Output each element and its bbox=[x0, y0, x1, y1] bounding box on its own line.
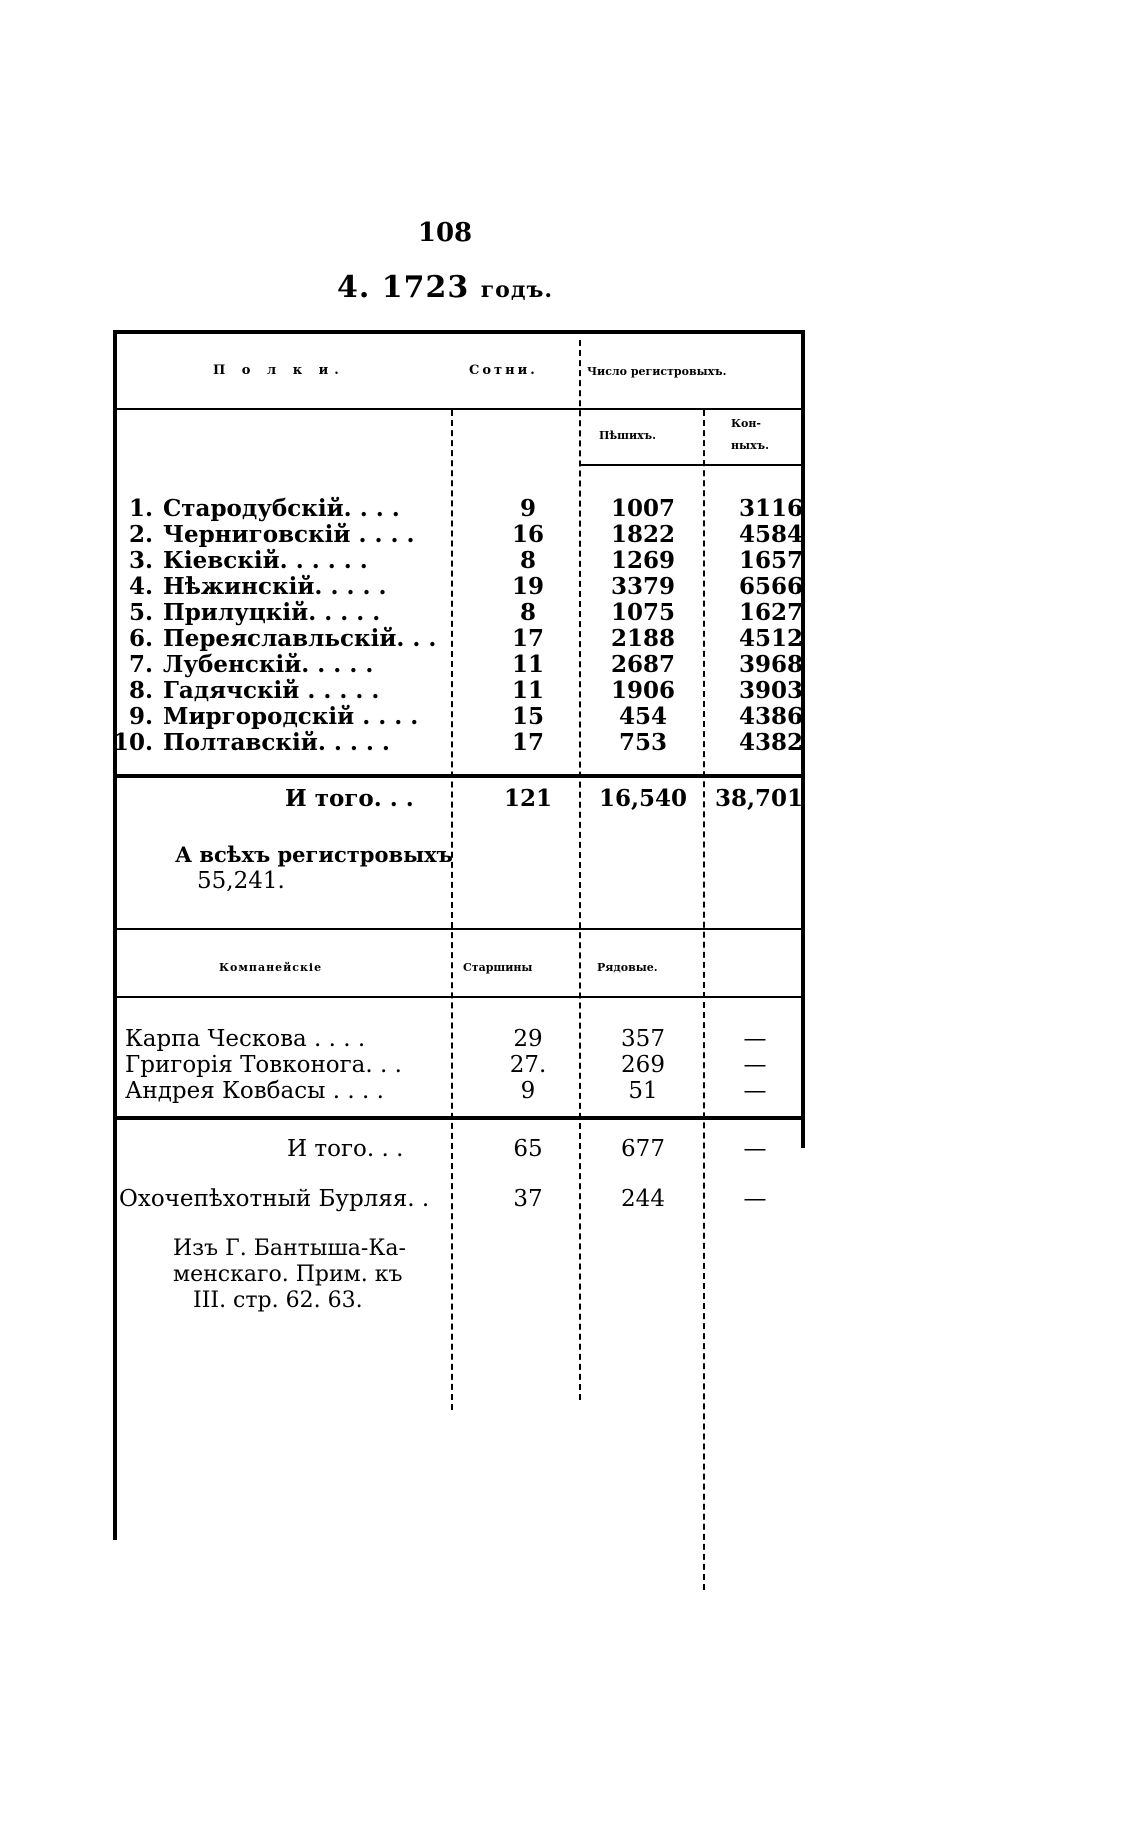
okhochei-elders: 37 bbox=[513, 1186, 543, 1212]
total-horse: 38,701 bbox=[714, 785, 803, 812]
companies-total-rule bbox=[113, 1116, 805, 1120]
row-number: 5. bbox=[128, 599, 153, 626]
total-row bbox=[113, 786, 805, 812]
table-row bbox=[113, 600, 805, 626]
table-row bbox=[113, 496, 805, 522]
foot-value: 1906 bbox=[610, 677, 675, 704]
companies-total-label: И того. . . bbox=[287, 1136, 404, 1162]
sotni-value: 17 bbox=[511, 729, 544, 756]
header-sotni: Сотни. bbox=[469, 363, 538, 378]
foot-value: 3379 bbox=[610, 573, 675, 600]
table-row bbox=[113, 574, 805, 600]
row-number: 10. bbox=[113, 729, 154, 756]
horse-value: — bbox=[743, 1078, 767, 1104]
section-rule bbox=[113, 928, 805, 930]
sotni-value: 11 bbox=[511, 677, 544, 704]
total-sotni: 121 bbox=[503, 785, 552, 812]
sotni-value: 19 bbox=[511, 573, 544, 600]
foot-value: 1075 bbox=[610, 599, 675, 626]
row-number: 1. bbox=[128, 495, 153, 522]
row-number: 9. bbox=[128, 703, 153, 730]
rank-value: 269 bbox=[621, 1052, 665, 1078]
regiment-name: Нѣжинскій. . . . . bbox=[163, 573, 387, 600]
top-border bbox=[113, 330, 805, 334]
source-note-line-1: Изъ Г. Бантыша-Ка- bbox=[173, 1236, 406, 1261]
header-horse-1: Кон- bbox=[731, 417, 761, 430]
source-note-line-2: менскаго. Прим. къ bbox=[173, 1262, 403, 1287]
company-name: Григорія Товконога. . . bbox=[125, 1052, 402, 1078]
row-number: 8. bbox=[128, 677, 153, 704]
company-name: Андрея Ковбасы . . . . bbox=[125, 1078, 384, 1104]
heading-year: 1723 bbox=[381, 270, 470, 305]
foot-value: 1007 bbox=[610, 495, 675, 522]
sotni-value: 16 bbox=[511, 521, 544, 548]
horse-value: 3968 bbox=[738, 651, 803, 678]
company-row bbox=[113, 1026, 805, 1052]
row-number: 2. bbox=[128, 521, 153, 548]
page-heading bbox=[0, 270, 890, 305]
horse-value: 1657 bbox=[738, 547, 803, 574]
horse-value: 1627 bbox=[738, 599, 803, 626]
total-foot: 16,540 bbox=[598, 785, 688, 812]
elders-value: 9 bbox=[520, 1078, 536, 1104]
horse-value: 4386 bbox=[738, 703, 803, 730]
companies-total-rank: 677 bbox=[621, 1136, 665, 1162]
company-name: Карпа Ческова . . . . bbox=[125, 1026, 366, 1052]
header-companies: Компанейскіе bbox=[219, 961, 323, 974]
sotni-value: 17 bbox=[511, 625, 544, 652]
companies-header-rule bbox=[113, 996, 805, 998]
table-row bbox=[113, 548, 805, 574]
company-row bbox=[113, 1078, 805, 1104]
table-row bbox=[113, 652, 805, 678]
regiment-name: Черниговскій . . . . bbox=[163, 521, 415, 548]
header-rank: Рядовые. bbox=[597, 961, 658, 974]
page-number: 108 bbox=[417, 218, 473, 248]
foot-value: 753 bbox=[618, 729, 667, 756]
okhochei-horse: — bbox=[743, 1186, 767, 1212]
row-number: 4. bbox=[128, 573, 153, 600]
companies-total-horse: — bbox=[743, 1136, 767, 1162]
all-registered-label: А всѣхъ регистровыхъ bbox=[175, 842, 453, 867]
horse-value: — bbox=[743, 1052, 767, 1078]
sotni-value: 8 bbox=[519, 547, 536, 574]
horse-value: — bbox=[743, 1026, 767, 1052]
register-table bbox=[113, 330, 805, 1540]
regiment-name: Стародубскій. . . . bbox=[163, 495, 400, 522]
heading-number: 4. bbox=[336, 270, 371, 305]
source-note-line-3: III. стр. 62. 63. bbox=[193, 1288, 363, 1313]
header-rule bbox=[113, 408, 805, 410]
row-number: 6. bbox=[128, 625, 153, 652]
sotni-value: 8 bbox=[519, 599, 536, 626]
regiment-name: Полтавскій. . . . . bbox=[163, 729, 390, 756]
sotni-value: 9 bbox=[519, 495, 536, 522]
header-registered: Число регистровыхъ. bbox=[587, 365, 727, 378]
elders-value: 27. bbox=[509, 1052, 547, 1078]
horse-value: 3116 bbox=[738, 495, 803, 522]
table-row bbox=[113, 730, 805, 756]
horse-value: 3903 bbox=[738, 677, 803, 704]
row-number: 3. bbox=[128, 547, 153, 574]
table-row bbox=[113, 704, 805, 730]
okhochei-row bbox=[113, 1186, 805, 1212]
foot-value: 1822 bbox=[610, 521, 675, 548]
companies-total-row bbox=[113, 1136, 805, 1162]
header-horse-2: ныхъ. bbox=[731, 439, 769, 452]
foot-value: 2687 bbox=[610, 651, 675, 678]
header-foot: Пѣшихъ. bbox=[599, 429, 656, 442]
total-rule bbox=[113, 774, 805, 778]
elders-value: 29 bbox=[513, 1026, 543, 1052]
row-number: 7. bbox=[128, 651, 153, 678]
horse-value: 4382 bbox=[738, 729, 803, 756]
table-row bbox=[113, 522, 805, 548]
rank-value: 357 bbox=[621, 1026, 665, 1052]
foot-value: 2188 bbox=[610, 625, 675, 652]
regiment-name: Лубенскій. . . . . bbox=[163, 651, 374, 678]
okhochei-name: Охочепѣхотный Бурляя. . bbox=[119, 1186, 430, 1212]
regiment-name: Прилуцкій. . . . . bbox=[163, 599, 381, 626]
table-row bbox=[113, 626, 805, 652]
regiment-name: Миргородскій . . . . bbox=[163, 703, 419, 730]
regiment-name: Кіевскій. . . . . . bbox=[163, 547, 368, 574]
horse-value: 4584 bbox=[738, 521, 803, 548]
okhochei-rank: 244 bbox=[621, 1186, 665, 1212]
sotni-value: 11 bbox=[511, 651, 544, 678]
all-registered-value: 55,241. bbox=[197, 868, 285, 894]
header-regiments: П о л к и. bbox=[213, 363, 345, 378]
table-row bbox=[113, 678, 805, 704]
foot-value: 1269 bbox=[610, 547, 675, 574]
company-row bbox=[113, 1052, 805, 1078]
regiment-name: Гадячскій . . . . . bbox=[163, 677, 380, 704]
companies-total-elders: 65 bbox=[513, 1136, 543, 1162]
rank-value: 51 bbox=[628, 1078, 658, 1104]
subheader-rule bbox=[579, 464, 805, 466]
horse-value: 4512 bbox=[738, 625, 803, 652]
horse-value: 6566 bbox=[738, 573, 803, 600]
foot-value: 454 bbox=[618, 703, 667, 730]
regiment-name: Переяславльскій. . . bbox=[163, 625, 437, 652]
header-elders: Старшины bbox=[463, 961, 533, 974]
heading-word: годъ. bbox=[480, 277, 554, 303]
sotni-value: 15 bbox=[511, 703, 544, 730]
total-label: И того. . . bbox=[285, 785, 414, 812]
